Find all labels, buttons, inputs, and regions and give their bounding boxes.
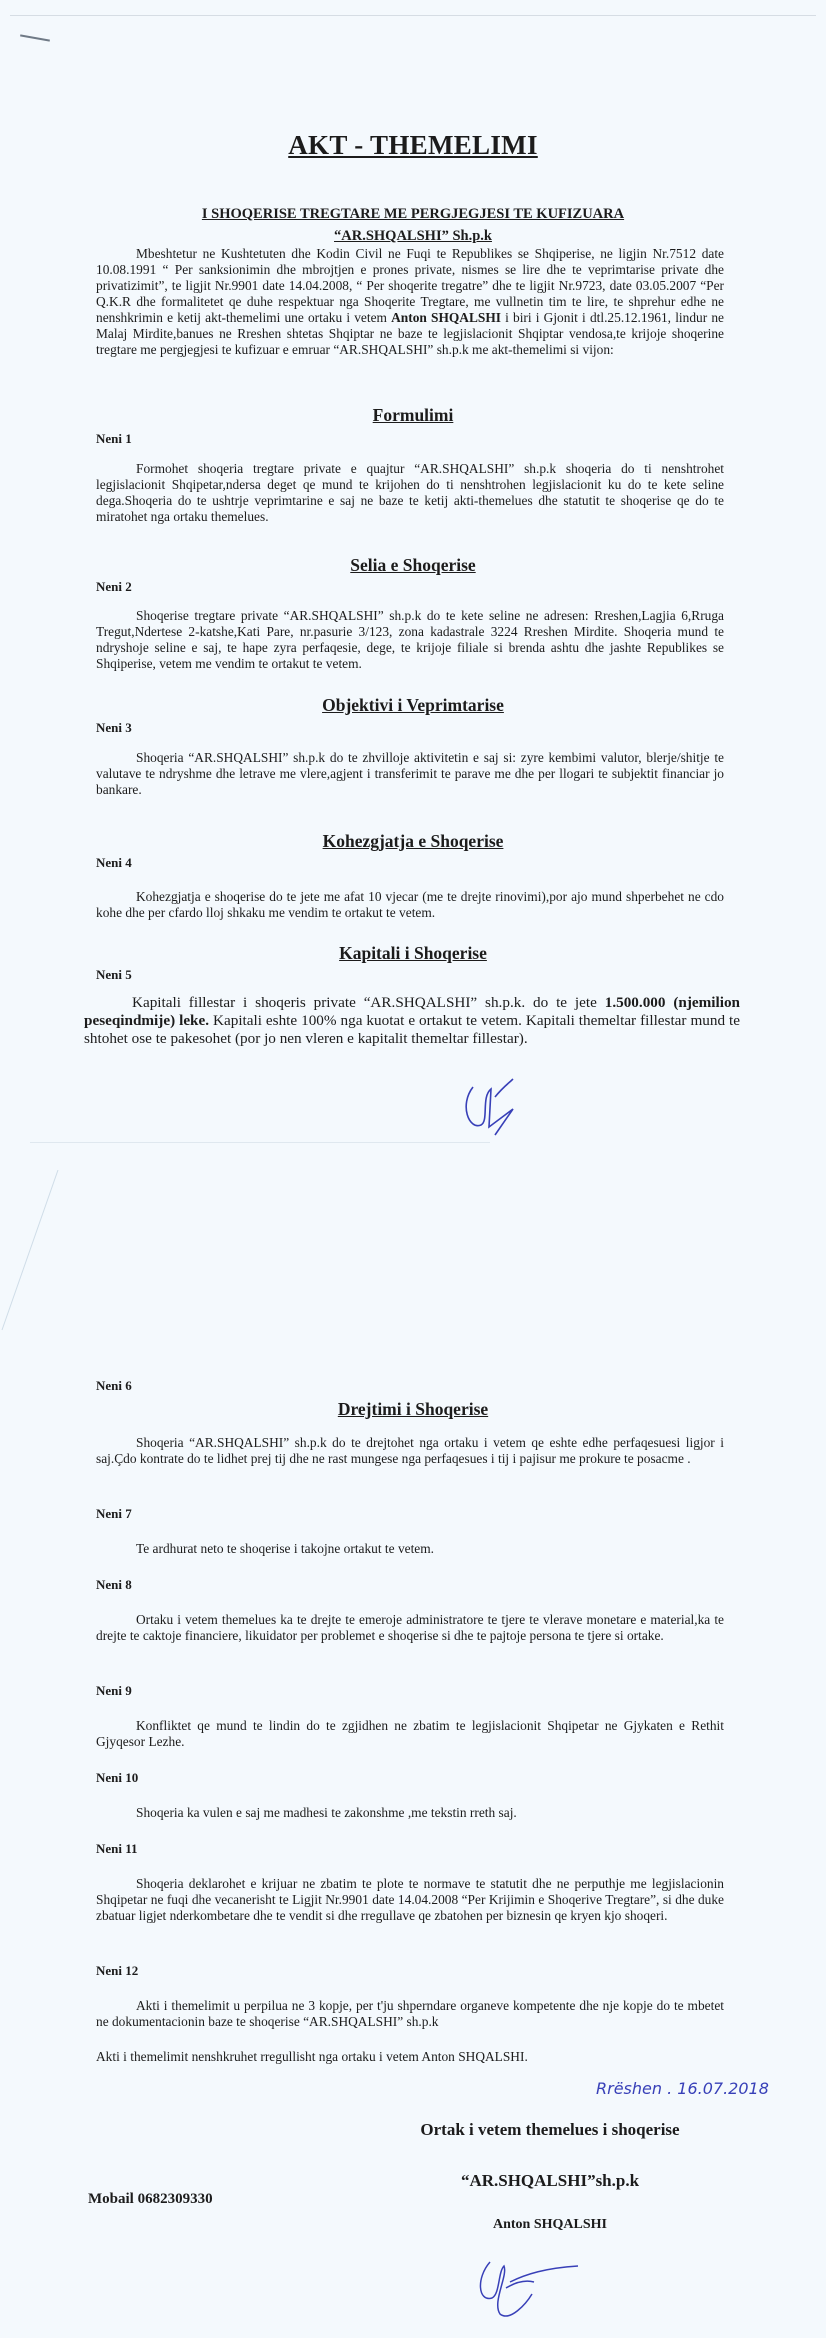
article-text	[96, 750, 724, 798]
preamble-paragraph	[96, 246, 724, 358]
signatory-title: Ortak i vetem themelues i shoqerise	[420, 2120, 680, 2139]
handwritten-place-date: Rrëshen . 16.07.2018	[596, 2079, 769, 2098]
signatory-company: “AR.SHQALSHI”sh.p.k	[460, 2171, 640, 2190]
article-label: Neni 7	[96, 1506, 132, 1521]
handwritten-initials	[455, 1075, 555, 1145]
article-text	[96, 1805, 724, 1821]
article-4-text: Kohezgjatja e shoqerise do te jete me afat 10 vjecar (me te drejte rinovimi),por ajo mund shperbehet ne cdo kohe dhe per cfardo lloj shkaku me vendim te ortakut te vetem.	[96, 889, 724, 920]
article-label: Neni 12	[96, 1963, 139, 1978]
article-5-text-b: Kapitali eshte 100% nga kuotat e ortakut te vetem. Kapitali themeltar fillestar mund te shtohet ose te pakesohet (por jo nen vleren e kapitalit themeltar fillestar).	[84, 1012, 740, 1047]
section-heading-kohezgjatja: Kohezgjatja e Shoqerise	[322, 831, 504, 851]
article-label: Neni 10	[96, 1770, 139, 1785]
article-label: Neni 9	[96, 1683, 132, 1698]
section-heading-selia: Selia e Shoqerise	[350, 555, 476, 575]
article-text	[84, 994, 740, 1048]
preamble-text-2: i biri i Gjonit i dtl.25.12.1961, lindur ne Malaj Mirdite,banues ne Rreshen shtetas Shqiptar ne baze te legjislacionit Shqiptar vendosa,te krijoje shoqerine tregtare me pergjegjesi te kufizuar e emruar “AR.SHQALSHI” sh.p.k me akt-themelimi si vijon:	[96, 310, 724, 357]
signature	[470, 2252, 600, 2322]
company-name: “AR.SHQALSHI” Sh.p.k	[334, 228, 492, 244]
article-3-text: Shoqeria “AR.SHQALSHI” sh.p.k do te zhvilloje aktivitetin e saj si: zyre kembimi valutor, blerje/shitje te valutave te ndryshme dhe letrave me vlere,agjent i transferimit te parave me dhe per llogari te subjektit financiar jo bankare.	[96, 750, 724, 797]
article-6-text: Shoqeria “AR.SHQALSHI” sh.p.k do te drejtohet nga ortaku i vetem qe eshte edhe perfaqesuesi ligjor i saj.Çdo kontrate do te lidhet prej tij dhe ne rast mungese nga perfaqesues i tij i pajisur me prokure te posacme .	[96, 1435, 724, 1466]
article-text	[96, 461, 724, 525]
document-subtitle: I SHOQERISE TREGTARE ME PERGJEGJESI TE KUFIZUARA	[201, 206, 625, 222]
page-divider	[30, 1142, 490, 1143]
article-label: Neni 4	[96, 855, 132, 870]
article-text	[96, 1541, 724, 1557]
article-7-text: Te ardhurat neto te shoqerise i takojne ortakut te vetem.	[136, 1541, 435, 1556]
article-1-text: Formohet shoqeria tregtare private e quajtur “AR.SHQALSHI” sh.p.k shoqeria do ti nenshtrohet legjislacionit Shqipetar,ndersa deget qe mund te krijohen do ti nenshtrohen legjislacionit ku do te kete seline dega.Shoqeria do te ushtrje veprimtarine e saj ne baze te ketij akti-themelues dhe statutit te shoqerise qe do te miratohet nga ortaku themelues.	[96, 461, 724, 524]
article-label: Neni 2	[96, 579, 132, 594]
article-11-text: Shoqeria deklarohet e krijuar ne zbatim te plote te normave te statutit dhe ne perputhje me legjislacionin Shqipetar ne fuqi dhe vecanerisht te Ligjit Nr.9901 date 14.04.2008 “Per Krijimin e Shoqerive Tregtare”, si dhe duke zbatuar ligjet nderkombetare dhe te vendit si dhe rregullave qe zbatohen per biznesin qe kryen kjo shoqeri.	[96, 1876, 724, 1923]
article-label: Neni 3	[96, 720, 132, 735]
article-10-text: Shoqeria ka vulen e saj me madhesi te zakonshme ,me tekstin rreth saj.	[136, 1805, 517, 1820]
mobile-number: Mobail 0682309330	[88, 2191, 213, 2207]
section-heading-kapitali: Kapitali i Shoqerise	[339, 943, 487, 963]
article-text	[96, 1718, 724, 1750]
founder-name: Anton SHQALSHI	[391, 310, 501, 325]
article-5-text-a: Kapitali fillestar i shoqeris private “AR.SHQALSHI” sh.p.k. do te jete	[132, 994, 605, 1011]
article-text	[96, 1876, 724, 1924]
article-text	[96, 889, 724, 921]
article-text	[96, 608, 724, 672]
closing-statement: Akti i themelimit nenshkruhet rregullisht nga ortaku i vetem Anton SHQALSHI.	[96, 2049, 528, 2064]
article-label: Neni 6	[96, 1378, 132, 1393]
article-label: Neni 8	[96, 1577, 132, 1592]
capital-amount: 1.500.000 (njemilion peseqindmije) leke.	[84, 994, 740, 1029]
signatory-name: Anton SHQALSHI	[493, 2217, 607, 2232]
article-8-text: Ortaku i vetem themelues ka te drejte te emeroje administratore te tjere te vlerave monetare e material,ka te drejte te caktoje financiere, likuidator per problemet e shoqerise si dhe te pajtoje persona te tjere si ortake.	[96, 1612, 724, 1643]
article-text	[96, 1998, 724, 2030]
staple-mark	[20, 34, 50, 41]
section-heading-drejtimi: Drejtimi i Shoqerise	[337, 1399, 489, 1419]
article-text	[96, 1612, 724, 1644]
article-9-text: Konfliktet qe mund te lindin do te zgjidhen ne zbatim te legjislacionit Shqipetar ne Gjykaten e Rethit Gjyqesor Lezhe.	[96, 1718, 724, 1749]
section-heading-objektivi: Objektivi i Veprimtarise	[322, 695, 504, 715]
section-heading-formulimi: Formulimi	[372, 405, 454, 425]
document-title: AKT - THEMELIMI	[288, 130, 538, 160]
article-label: Neni 11	[96, 1841, 138, 1856]
scan-edge-line	[10, 15, 816, 16]
scan-fold-line	[0, 1170, 70, 1340]
article-12-text: Akti i themelimit u perpilua ne 3 kopje, per t'ju shperndare organeve kompetente dhe nje kopje do te mbetet ne dokumentacionin baze te shoqerise “AR.SHQALSHI” sh.p.k	[96, 1998, 724, 2029]
article-label: Neni 1	[96, 431, 132, 446]
article-label: Neni 5	[96, 967, 132, 982]
article-2-text: Shoqerise tregtare private “AR.SHQALSHI” sh.p.k do te kete seline ne adresen: Rreshen,Lagjia 6,Rruga Tregut,Ndertese 2-katshe,Kati Pare, nr.pasurie 3/123, zona kadastrale 3224 Rreshen Mirdite. Shoqeria mund te ndryshoje seline e saj, te hape zyra perfaqesie, dege, te krijoje filiale si brenda ashtu dhe jashte Republikes se Shqiperise, vetem me vendim te ortakut te vetem.	[96, 608, 724, 671]
article-text	[96, 1435, 724, 1467]
preamble-text-1: Mbeshtetur ne Kushtetuten dhe Kodin Civil ne Fuqi te Republikes se Shqiperise, ne ligjin Nr.7512 date 10.08.1991 “ Per sanksionimin dhe mbrojtjen e prones private, nismes se lire dhe te veprimtarise private dhe privatizimit”, te ligjit Nr.9901 date 14.04.2008, “ Per shoqerite tregatre” dhe te ligjit Nr.9723, date 03.05.2007 “Per Q.K.R dhe formalitetet qe duhe respektuar nga Shoqerite Tregtare, me vullnetin tim te lire, te shprehur edhe ne nenshkrimin e ketij akt-themelimi une ortaku i vetem	[96, 246, 724, 325]
